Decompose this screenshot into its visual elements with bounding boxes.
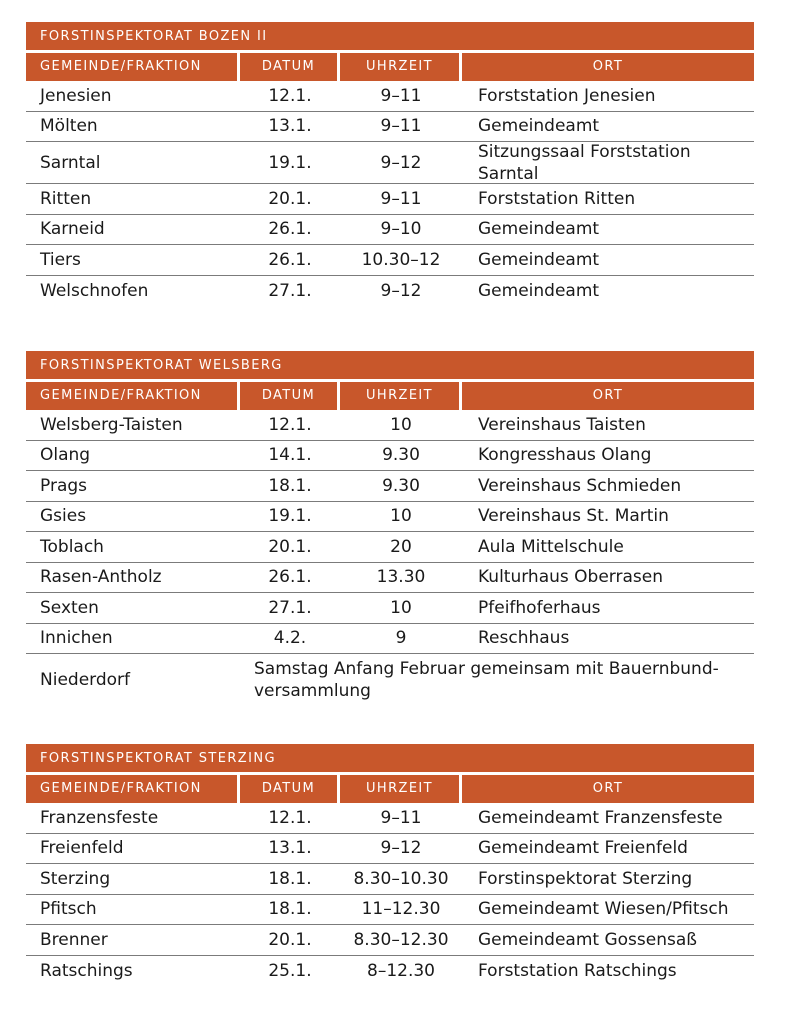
table-header	[26, 382, 754, 410]
cell-gemeinde: Niederdorf	[40, 670, 131, 690]
cell-ort: Gemeindeamt	[478, 219, 600, 240]
cell-ort: Kulturhaus Oberrasen	[478, 567, 663, 588]
cell-uhrzeit: 9–11	[380, 188, 422, 209]
cell-uhrzeit: 9–11	[380, 116, 422, 137]
cell-uhrzeit: 9–11	[380, 807, 422, 828]
cell-uhrzeit: 20	[390, 536, 412, 557]
section-title: FORSTINSPEKTORAT BOZEN II	[26, 22, 754, 50]
table-row	[26, 925, 754, 956]
table-row	[26, 803, 754, 834]
cell-gemeinde: Innichen	[40, 628, 113, 649]
cell-gemeinde: Mölten	[40, 116, 98, 137]
cell-datum: 26.1.	[268, 249, 312, 270]
header-datum: DATUM	[240, 775, 337, 803]
cell-gemeinde: Olang	[40, 445, 91, 466]
cell-datum: 18.1.	[268, 899, 312, 920]
cell-datum: 25.1.	[268, 960, 312, 981]
cell-ort: Sitzungssaal Forststation Sarntal	[478, 141, 691, 184]
cell-gemeinde: Sterzing	[40, 868, 111, 889]
cell-ort: Gemeindeamt Freienfeld	[478, 838, 688, 859]
cell-ort: Kongresshaus Olang	[478, 445, 652, 466]
header-gemeinde: GEMEINDE/FRAKTION	[26, 53, 237, 81]
cell-gemeinde: Pfitsch	[40, 899, 97, 920]
table-row	[26, 276, 754, 307]
cell-ort: Gemeindeamt Franzensfeste	[478, 807, 723, 828]
table-row	[26, 532, 754, 563]
header-ort: ORT	[462, 775, 754, 803]
cell-datum: 12.1.	[268, 807, 312, 828]
table-row	[26, 593, 754, 624]
cell-ort: Vereinshaus Taisten	[478, 414, 646, 435]
cell-gemeinde: Karneid	[40, 219, 105, 240]
table-row	[26, 471, 754, 502]
cell-gemeinde: Toblach	[40, 536, 104, 557]
cell-datum: 13.1.	[268, 838, 312, 859]
section-title: FORSTINSPEKTORAT WELSBERG	[26, 351, 754, 379]
cell-uhrzeit: 8.30–10.30	[353, 868, 449, 889]
cell-ort: Forstinspektorat Sterzing	[478, 868, 693, 889]
cell-ort: Gemeindeamt	[478, 116, 600, 137]
table-row	[26, 184, 754, 215]
header-ort: ORT	[462, 53, 754, 81]
header-datum: DATUM	[240, 53, 337, 81]
cell-datum: 26.1.	[268, 219, 312, 240]
cell-ort: Gemeindeamt	[478, 249, 600, 270]
header-uhrzeit: UHRZEIT	[340, 382, 459, 410]
cell-datum: 20.1.	[268, 929, 312, 950]
cell-ort: Reschhaus	[478, 628, 570, 649]
cell-gemeinde: Ratschings	[40, 960, 133, 981]
cell-ort: Forststation Ratschings	[478, 960, 677, 981]
section-title: FORSTINSPEKTORAT STERZING	[26, 744, 754, 772]
cell-ort: Forststation Ritten	[478, 188, 636, 209]
cell-uhrzeit: 8–12.30	[367, 960, 435, 981]
cell-ort: Vereinshaus St. Martin	[478, 506, 669, 527]
cell-datum: 4.2.	[273, 628, 307, 649]
cell-gemeinde: Welsberg-Taisten	[40, 414, 183, 435]
table-row	[26, 956, 754, 987]
table-row	[26, 895, 754, 926]
header-datum: DATUM	[240, 382, 337, 410]
header-gemeinde: GEMEINDE/FRAKTION	[26, 775, 237, 803]
table-row	[26, 864, 754, 895]
cell-note: Samstag Anfang Februar gemeinsam mit Bauernbund-versammlung	[254, 659, 719, 701]
cell-ort: Forststation Jenesien	[478, 85, 656, 106]
cell-ort: Gemeindeamt Gossensaß	[478, 929, 697, 950]
cell-gemeinde: Gsies	[40, 506, 87, 527]
section-bozen	[26, 22, 754, 306]
cell-datum: 18.1.	[268, 868, 312, 889]
cell-gemeinde: Franzensfeste	[40, 807, 159, 828]
cell-gemeinde: Ritten	[40, 188, 92, 209]
table-row	[26, 112, 754, 143]
table-row	[26, 563, 754, 594]
section-sterzing	[26, 744, 754, 986]
cell-datum: 12.1.	[268, 414, 312, 435]
cell-datum: 20.1.	[268, 188, 312, 209]
header-uhrzeit: UHRZEIT	[340, 53, 459, 81]
header-uhrzeit: UHRZEIT	[340, 775, 459, 803]
cell-uhrzeit: 9.30	[382, 475, 420, 496]
cell-datum: 20.1.	[268, 536, 312, 557]
cell-datum: 27.1.	[268, 597, 312, 618]
cell-uhrzeit: 10	[390, 414, 412, 435]
cell-uhrzeit: 13.30	[376, 567, 426, 588]
table-row	[26, 410, 754, 441]
cell-ort: Pfeifhoferhaus	[478, 597, 601, 618]
cell-datum: 14.1.	[268, 445, 312, 466]
header-ort: ORT	[462, 382, 754, 410]
cell-datum: 26.1.	[268, 567, 312, 588]
header-gemeinde: GEMEINDE/FRAKTION	[26, 382, 237, 410]
cell-uhrzeit: 8.30–12.30	[353, 929, 449, 950]
cell-gemeinde: Sexten	[40, 597, 99, 618]
table-header	[26, 53, 754, 81]
cell-gemeinde: Sarntal	[40, 152, 101, 173]
cell-gemeinde: Welschnofen	[40, 280, 149, 301]
cell-ort: Aula Mittelschule	[478, 536, 624, 557]
cell-uhrzeit: 10.30–12	[361, 249, 441, 270]
cell-uhrzeit: 10	[390, 506, 412, 527]
table-row	[26, 81, 754, 112]
table-row	[26, 245, 754, 276]
cell-datum: 19.1.	[268, 506, 312, 527]
table-row	[26, 502, 754, 533]
table-row	[26, 215, 754, 246]
cell-uhrzeit: 9–12	[380, 280, 422, 301]
cell-uhrzeit: 9–12	[380, 152, 422, 173]
cell-uhrzeit: 9–12	[380, 838, 422, 859]
cell-ort: Gemeindeamt	[478, 280, 600, 301]
cell-uhrzeit: 10	[390, 597, 412, 618]
table-row	[26, 624, 754, 655]
cell-datum: 27.1.	[268, 280, 312, 301]
cell-gemeinde: Tiers	[40, 249, 81, 270]
cell-gemeinde: Prags	[40, 475, 88, 496]
cell-datum: 19.1.	[268, 152, 312, 173]
table-row	[26, 441, 754, 472]
cell-datum: 13.1.	[268, 116, 312, 137]
cell-uhrzeit: 11–12.30	[361, 899, 441, 920]
table-row	[26, 142, 754, 184]
cell-uhrzeit: 9–11	[380, 85, 422, 106]
table-row	[26, 654, 754, 706]
cell-gemeinde: Jenesien	[40, 85, 112, 106]
cell-gemeinde: Brenner	[40, 929, 108, 950]
cell-gemeinde: Rasen-Antholz	[40, 567, 162, 588]
cell-uhrzeit: 9–10	[380, 219, 422, 240]
table-row	[26, 834, 754, 865]
section-welsberg	[26, 351, 754, 706]
cell-uhrzeit: 9.30	[382, 445, 420, 466]
cell-uhrzeit: 9	[395, 628, 407, 649]
cell-ort: Gemeindeamt Wiesen/Pfitsch	[478, 899, 729, 920]
cell-gemeinde: Freienfeld	[40, 838, 124, 859]
cell-datum: 18.1.	[268, 475, 312, 496]
table-header	[26, 775, 754, 803]
cell-ort: Vereinshaus Schmieden	[478, 475, 682, 496]
cell-datum: 12.1.	[268, 85, 312, 106]
